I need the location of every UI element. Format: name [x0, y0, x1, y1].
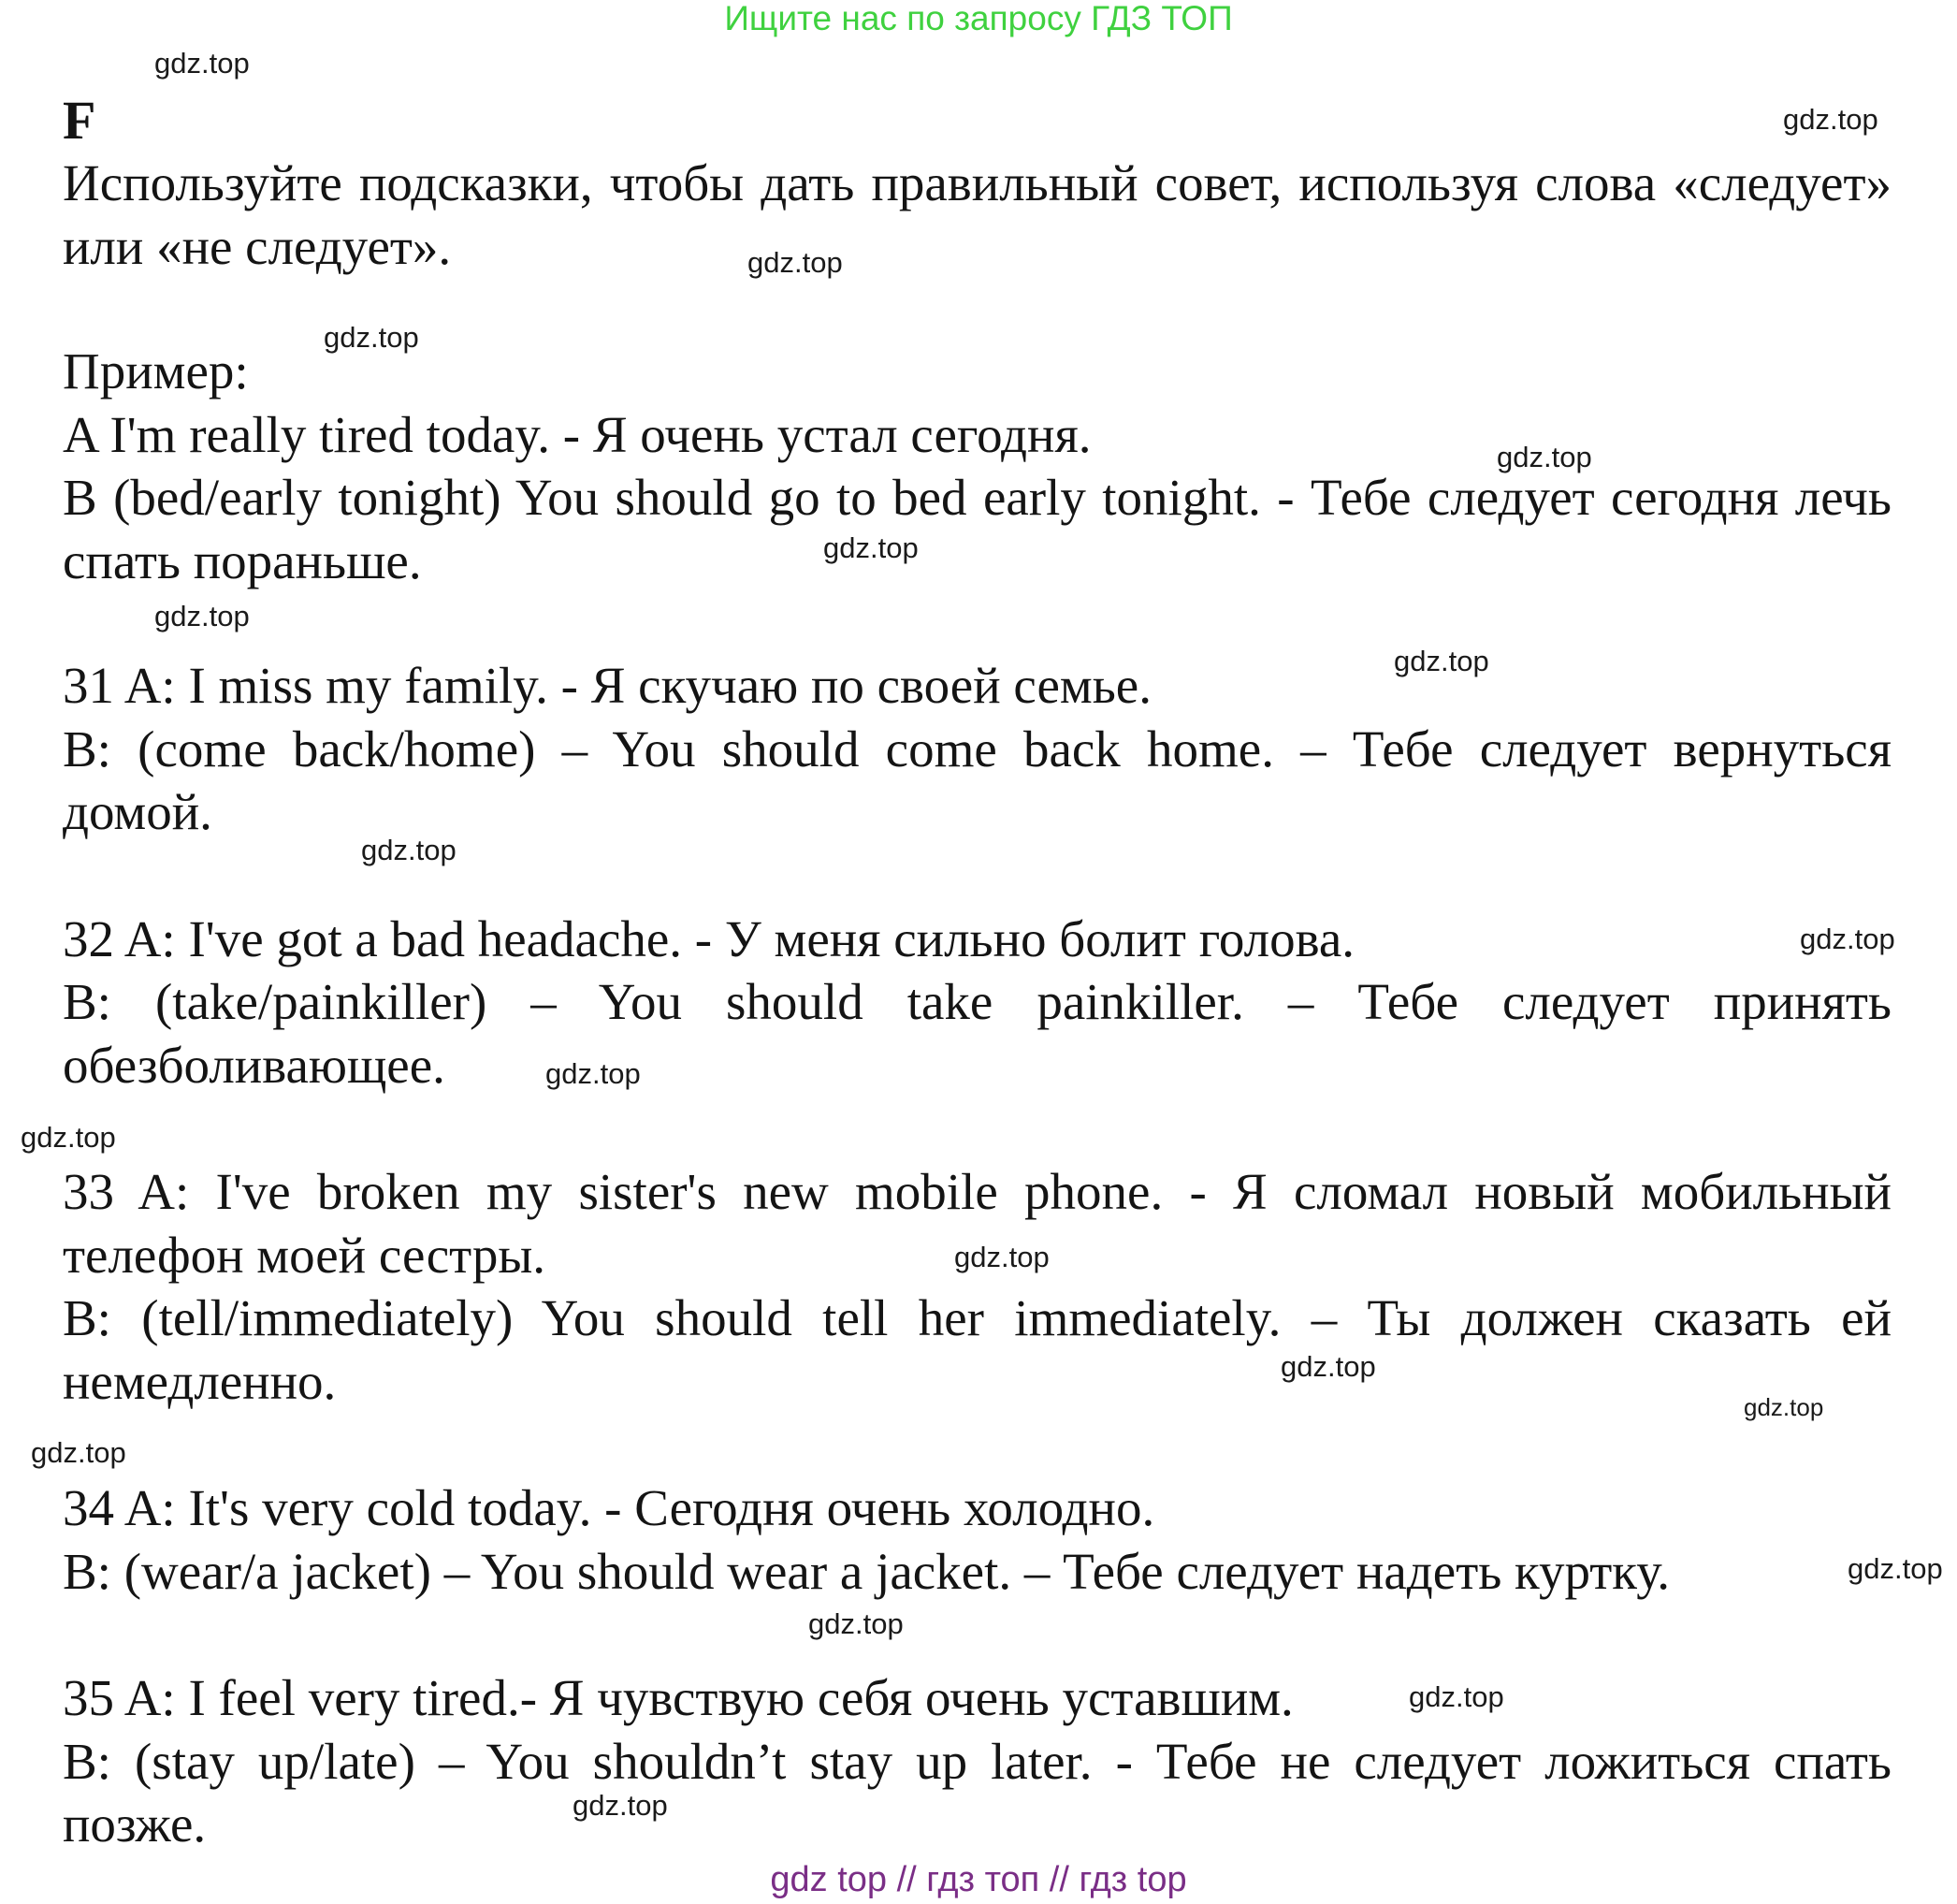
watermark: gdz.top	[1497, 441, 1592, 473]
watermark: gdz.top	[1281, 1350, 1376, 1383]
watermark: gdz.top	[1848, 1552, 1943, 1585]
item-35-question: 35 A: I feel very tired.- Я чувствую себя очень уставшим.	[63, 1669, 1294, 1726]
top-banner: Ищите нас по запросу ГДЗ ТОП	[724, 0, 1233, 37]
watermark: gdz.top	[1394, 645, 1489, 677]
footer-links: gdz top // гдз топ // гдз top	[770, 1860, 1187, 1899]
spacer	[63, 1603, 1892, 1666]
example-line-a: A I'm really tired today. - Я очень устал сегодня.	[63, 405, 1092, 463]
spacer	[63, 844, 1892, 908]
watermark: gdz.top	[1783, 103, 1878, 136]
item-34-question: 34 A: It's very cold today. - Сегодня очень холодно.	[63, 1479, 1155, 1536]
instruction-text: Используйте подсказки, чтобы дать правильный совет, используя слова «следует» или «не следует».	[63, 154, 1892, 275]
watermark: gdz.top	[545, 1057, 641, 1090]
exercise-content	[63, 90, 1892, 1856]
spacer	[63, 1097, 1892, 1160]
spacer	[63, 1413, 1892, 1476]
watermark: gdz.top	[154, 600, 250, 632]
watermark: gdz.top	[1800, 923, 1895, 955]
item-35-answer: B: (stay up/late) – You shouldn’t stay up later. - Тебе не следует ложиться спать позже.	[63, 1732, 1892, 1853]
watermark: gdz.top	[954, 1241, 1050, 1273]
item-32-answer: B: (take/painkiller) – You should take painkiller. – Тебе следует принять обезболивающее.	[63, 973, 1892, 1094]
watermark: gdz.top	[31, 1436, 126, 1469]
item-31-answer: B: (come back/home) – You should come back home. – Тебе следует вернуться домой.	[63, 719, 1892, 840]
item-31-question: 31 A: I miss my family. - Я скучаю по своей семье.	[63, 657, 1152, 714]
example-label: Пример:	[63, 342, 249, 400]
watermark: gdz.top	[361, 834, 457, 866]
watermark: gdz.top	[21, 1121, 116, 1154]
spacer	[63, 592, 1892, 654]
example-line-b: B (bed/early tonight) You should go to bed early tonight. - Тебе следует сегодня лечь спать пораньше.	[63, 469, 1892, 589]
watermark: gdz.top	[324, 321, 419, 354]
item-34-answer: B: (wear/a jacket) – You should wear a jacket. – Тебе следует надеть куртку.	[63, 1542, 1670, 1600]
watermark: gdz.top	[154, 47, 250, 80]
item-33-question: 33 A: I've broken my sister's new mobile phone. - Я сломал новый мобильный телефон моей сестры.	[63, 1163, 1892, 1284]
watermark: gdz.top	[573, 1789, 668, 1822]
item-33-answer: B: (tell/immediately) You should tell her immediately. – Ты должен сказать ей немедленно.	[63, 1289, 1892, 1410]
item-32-question: 32 A: I've got a bad headache. - У меня сильно болит голова.	[63, 909, 1355, 967]
watermark: gdz.top	[823, 531, 919, 564]
section-letter: F	[63, 90, 96, 151]
watermark: gdz.top	[1744, 1393, 1824, 1421]
watermark: gdz.top	[747, 246, 843, 279]
watermark: gdz.top	[808, 1607, 904, 1640]
watermark: gdz.top	[1409, 1680, 1504, 1713]
